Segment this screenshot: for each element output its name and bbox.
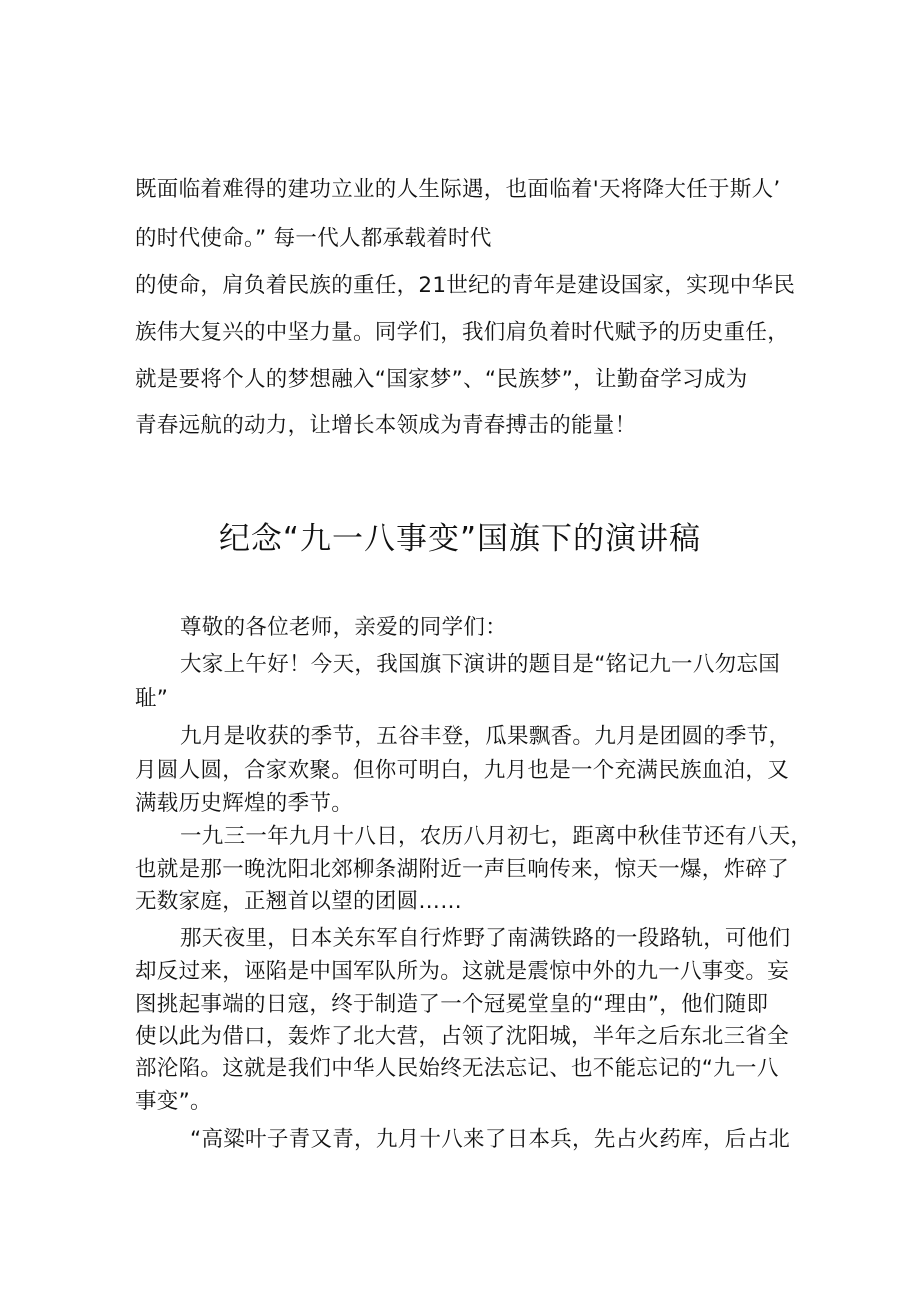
body-line: 耻” (135, 686, 169, 711)
body-line: 九月是收获的季节，五谷丰登，瓜果飘香。九月是团圆的季节， (180, 724, 791, 749)
intro-line-5: 就是要将个人的梦想融入“国家梦”、“民族梦”，让勤奋学习成为 (135, 367, 748, 392)
body-line: 事变”。 (135, 1089, 212, 1114)
intro-line-4: 族伟大复兴的中坚力量。同学们，我们肩负着时代赋予的历史重任， (135, 320, 790, 345)
body-line: 月圆人圆，合家欢聚。但你可明白，九月也是一个充满民族血泊，又 (135, 758, 790, 783)
body-line-greeting: 大家上午好！今天，我国旗下演讲的题目是“铭记九一八勿忘国 (180, 652, 781, 677)
body-line: 却反过来，诬陷是中国军队所为。这就是震惊中外的九一八事变。妄 (135, 959, 790, 984)
body-line: 一九三一年九月十八日，农历八月初七，距离中秋佳节还有八天， (180, 824, 813, 849)
body-line: 无数家庭，正翘首以望的团圆…… (135, 889, 463, 914)
body-line: 那天夜里，日本关东军自行炸野了南满铁路的一段路轨，可他们 (180, 926, 791, 951)
body-line: 使以此为借口，轰炸了北大营，占领了沈阳城，半年之后东北三省全 (135, 1024, 790, 1049)
body-line: 满载历史辉煌的季节。 (135, 791, 354, 816)
body-line: “高粱叶子青又青，九月十八来了日本兵，先占火药库，后占北 (190, 1127, 791, 1152)
speech-title: 纪念“九一八事变”国旗下的演讲稿 (218, 521, 702, 557)
body-line: 也就是那一晚沈阳北郊柳条湖附近一声巨响传来，惊天一爆，炸碎了 (135, 857, 790, 882)
intro-line-3: 的使命，肩负着民族的重任，21世纪的青年是建设国家，实现中华民 (135, 273, 796, 298)
body-line: 图挑起事端的日寇，终于制造了一个冠冕堂皇的“理由”，他们随即 (135, 992, 769, 1017)
intro-line-1: 既面临着难得的建功立业的人生际遇，也面临着'天将降大任于斯人’ (135, 177, 781, 202)
intro-line-2: 的时代使命。” 每一代人都承载着时代 (135, 226, 492, 251)
intro-line-6: 青春远航的动力，让增长本领成为青春搏击的能量！ (135, 413, 637, 438)
body-line: 部沦陷。这就是我们中华人民始终无法忘记、也不能忘记的“九一八 (135, 1056, 779, 1081)
body-line-salutation: 尊敬的各位老师，亲爱的同学们： (180, 615, 508, 640)
